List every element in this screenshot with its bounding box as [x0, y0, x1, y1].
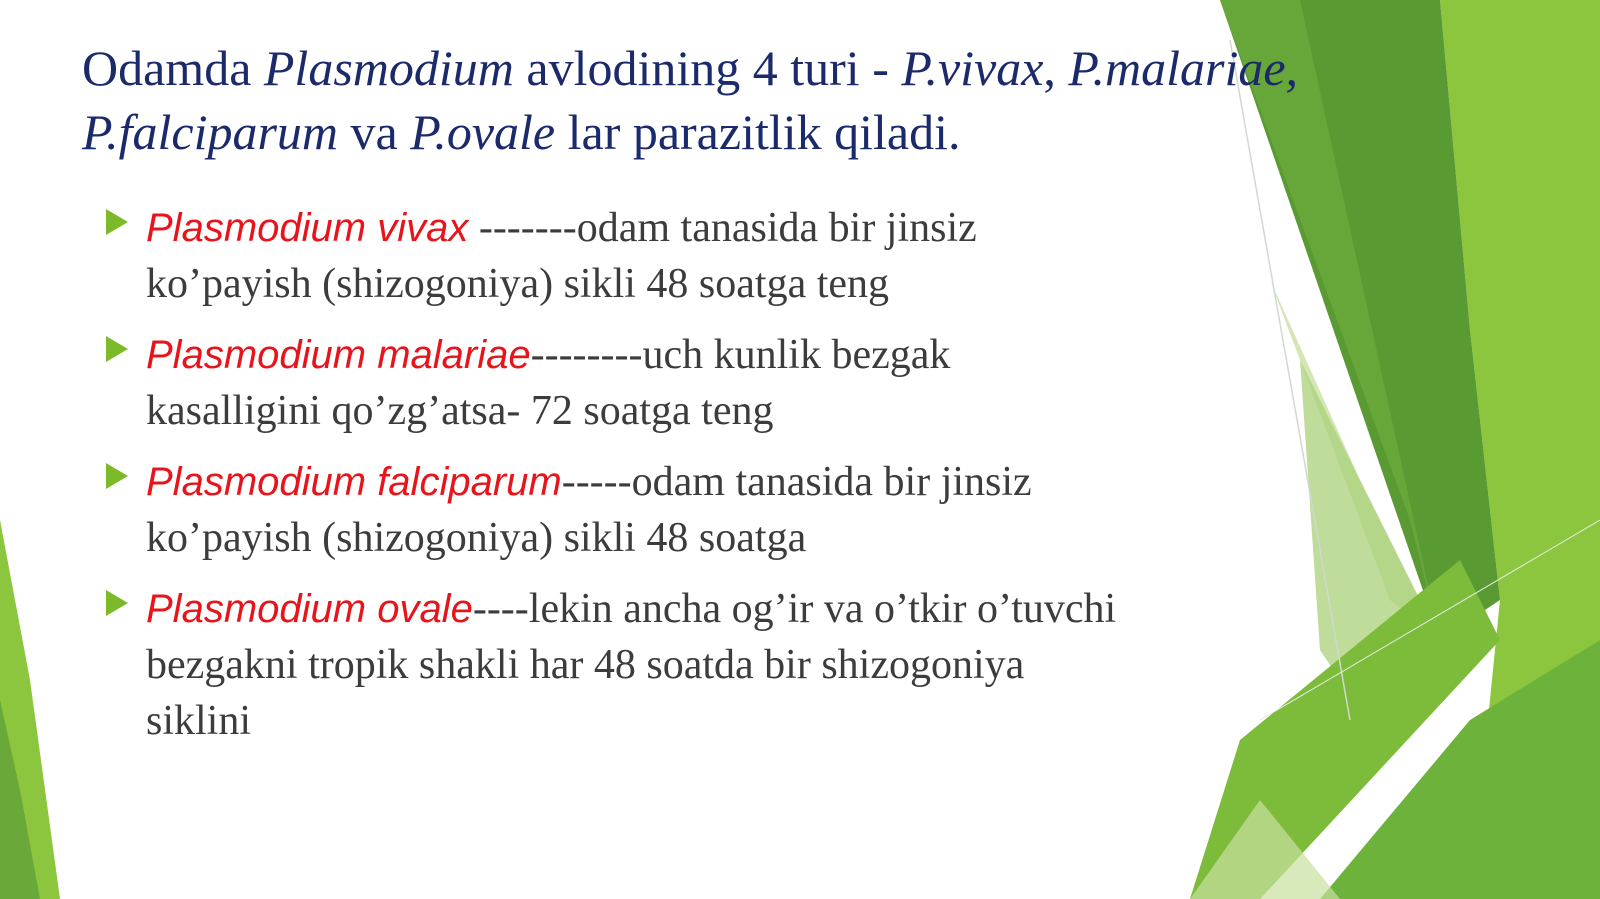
species-name: Plasmodium vivax	[146, 206, 469, 250]
triangle-bullet-icon	[106, 209, 128, 235]
bullet-list	[100, 200, 1230, 764]
bullet-text: ko’payish (shizogoniya) sikli 48 soatga	[146, 515, 807, 561]
bullet-text: --------uch kunlik bezgak	[530, 332, 951, 378]
list-item	[100, 454, 1230, 566]
species-name: Plasmodium malariae	[146, 333, 531, 377]
list-item	[100, 581, 1230, 749]
triangle-bullet-icon	[106, 463, 128, 489]
bullet-text: ko’payish (shizogoniya) sikli 48 soatga teng	[146, 261, 890, 307]
list-item	[100, 200, 1230, 312]
bullet-text: bezgakni tropik shakli har 48 soatda bir shizogoniya	[146, 642, 1025, 688]
triangle-bullet-icon	[106, 336, 128, 362]
bullet-text: ----lekin ancha og’ir va o’tkir o’tuvchi	[472, 586, 1117, 632]
bullet-text: siklini	[146, 698, 252, 744]
triangle-bullet-icon	[106, 590, 128, 616]
species-name: Plasmodium falciparum	[146, 460, 562, 504]
bullet-text: kasalligini qo’zg’atsa- 72 soatga teng	[146, 388, 774, 434]
bullet-text: -------odam tanasida bir jinsiz	[468, 205, 977, 251]
bullet-text: -----odam tanasida bir jinsiz	[561, 459, 1032, 505]
species-name: Plasmodium ovale	[146, 587, 473, 631]
list-item	[100, 327, 1230, 439]
slide-title: Odamda Plasmodium avlodining 4 turi - P.vivax, P.malariae, P.falciparum va P.ovale lar parazitlik qiladi.	[82, 40, 1299, 160]
